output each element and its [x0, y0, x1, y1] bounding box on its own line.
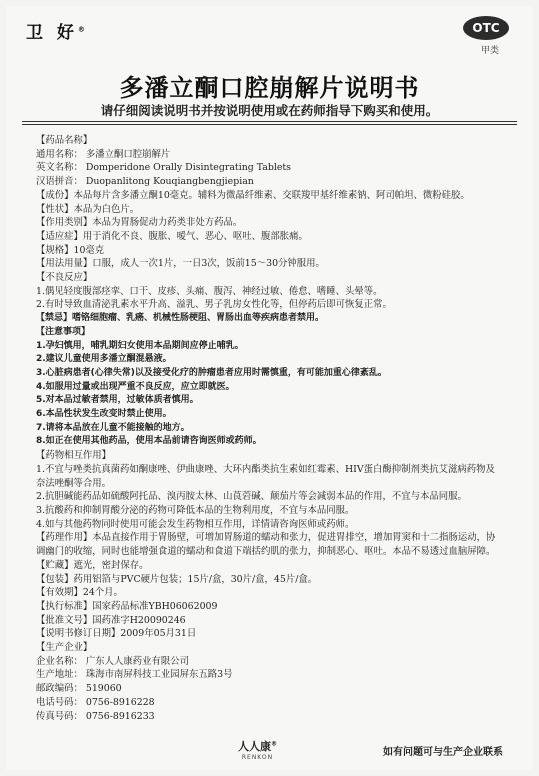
brand-name: 卫 好 — [26, 23, 78, 43]
generic-name-line: 通用名称： 多潘立酮口腔崩解片 — [36, 148, 171, 160]
adverse-reaction-item: 2.有时导致血清泌乳素水平升高、溢乳、男子乳房女性化等，但停药后即可恢复正常。 — [36, 299, 392, 311]
english-name-line: 英文名称： Domperidone Orally Disintegrating Tablets — [36, 162, 291, 174]
precaution-item: 6.本品性状发生改变时禁止使用。 — [36, 409, 172, 420]
logo-english-text: RENKON — [241, 754, 274, 761]
revision-date-section: 【说明书修订日期】2009年05月31日 — [36, 628, 197, 640]
shelf-life-section: 【有效期】24个月。 — [36, 587, 123, 599]
interaction-item: 1.不宜与唑类抗真菌药如酮康唑、伊曲康唑、大环内酯类抗生素如红霉素、HIV蛋白酶抑制剂类抗艾滋病药物及奈法唑酮等合用。 — [36, 463, 495, 489]
logo-text: 人人康 — [238, 740, 271, 753]
storage-section: 【贮藏】遮光，密封保存。 — [36, 559, 149, 571]
company-logo — [238, 738, 277, 761]
brand-logo — [26, 18, 85, 43]
company-name-line: 企业名称： 广东人人康药业有限公司 — [36, 655, 189, 667]
document-title: 多潘立酮口腔崩解片说明书 — [119, 74, 420, 102]
document-subtitle: 请仔细阅读说明书并按说明使用或在药师指导下购买和使用。 — [100, 103, 439, 118]
pharmacology-section: 【药理作用】本品直接作用于胃肠壁，可增加胃肠道的蠕动和张力，促进胃排空，增加胃窦和十二指肠运动，协调幽门的收缩，同时也能增强食道的蠕动和食道下端括约肌的张力，抑制恶心、呕吐。本品不易透过血脑屏障。 — [36, 532, 496, 558]
adverse-reaction-item: 1.偶见轻度腹部痉挛、口干、皮疹、头痛、腹泻、神经过敏、倦怠、嗜睡、头晕等。 — [36, 285, 383, 297]
precaution-item: 2.建议儿童使用多潘立酮混悬液。 — [36, 354, 172, 365]
adverse-reactions-heading: 【不良反应】 — [36, 272, 93, 284]
brand-registered-mark: ® — [77, 25, 85, 34]
interaction-item: 3.抗酸药和抑制胃酸分泌的药物可降低本品的生物利用度，不宜与本品同服。 — [36, 504, 355, 516]
title-rule — [22, 121, 517, 122]
approval-number-section: 【批准文号】国药准字H20090246 — [36, 614, 186, 626]
fax-line: 传真号码： 0756-8916233 — [36, 710, 155, 722]
contraindications-section: 【禁忌】嗜铬细胞瘤、乳癌、机械性肠梗阻、胃肠出血等疾病患者禁用。 — [36, 313, 325, 324]
address-line: 生产地址： 珠海市南屏科技工业园屏东五路3号 — [36, 669, 233, 681]
interaction-item: 4.如与其他药物同时使用可能会发生药物相互作用，详情请咨询医师或药师。 — [36, 518, 355, 530]
precautions-heading: 【注意事项】 — [36, 326, 91, 337]
pinyin-name-line: 汉语拼音： Duopanlitong Kouqiangbengjiepian — [36, 176, 254, 188]
phone-line: 电话号码： 0756-8916228 — [36, 696, 155, 708]
otc-class-label: 甲类 — [480, 46, 499, 56]
dosage-section: 【用法用量】口服，成人一次1片，一日3次，饭前15～30分钟服用。 — [36, 258, 325, 270]
manufacturer-heading: 【生产企业】 — [36, 642, 93, 654]
title-rule-thin — [22, 124, 517, 125]
precaution-item: 7.请将本品放在儿童不能接触的地方。 — [36, 422, 190, 433]
standard-section: 【执行标准】国家药品标准YBH06062009 — [36, 600, 218, 612]
indications-section: 【适应症】用于消化不良、腹胀、嗳气、恶心、呕吐、腹部胀痛。 — [36, 230, 308, 242]
contact-note: 如有问题可与生产企业联系 — [383, 747, 503, 758]
leaflet-body — [36, 134, 503, 723]
otc-badge: OTC — [463, 16, 509, 40]
category-section: 【作用类别】本品为胃肠促动力药类非处方药品。 — [36, 217, 243, 229]
interactions-heading: 【药物相互作用】 — [36, 450, 112, 462]
specification-section: 【规格】10毫克 — [36, 244, 105, 256]
precaution-item: 5.对本品过敏者禁用，过敏体质者慎用。 — [36, 395, 199, 406]
precaution-item: 8.如正在使用其他药品，使用本品前请咨询医师或药师。 — [36, 436, 262, 447]
interaction-item: 2.抗胆碱能药品如硫酸阿托品、溴丙胺太林、山莨菪碱、颠茄片等会减弱本品的作用，不宜与本品同服。 — [36, 491, 467, 503]
postcode-line: 邮政编码： 519060 — [36, 683, 122, 695]
appearance-section: 【性状】本品为白色片。 — [36, 203, 140, 215]
precaution-item: 3.心脏病患者(心律失常)以及接受化疗的肿瘤患者应用时需慎重，有可能加重心律紊乱。 — [36, 367, 387, 378]
ingredients-section: 【成份】本品每片含多潘立酮10毫克。辅料为微晶纤维素、交联羧甲基纤维素钠、阿司帕坦、微粉硅胶。 — [36, 189, 470, 201]
logo-registered-mark: ® — [271, 740, 277, 748]
precaution-item: 4.如服用过量或出现严重不良反应，应立即就医。 — [36, 381, 235, 392]
package-section: 【包装】药用铝箔与PVC硬片包装；15片/盒，30片/盒，45片/盒。 — [36, 573, 318, 585]
precaution-item: 1.孕妇慎用，哺乳期妇女使用本品期间应停止哺乳。 — [36, 340, 244, 351]
section-drug-name-heading: 【药品名称】 — [36, 135, 93, 146]
